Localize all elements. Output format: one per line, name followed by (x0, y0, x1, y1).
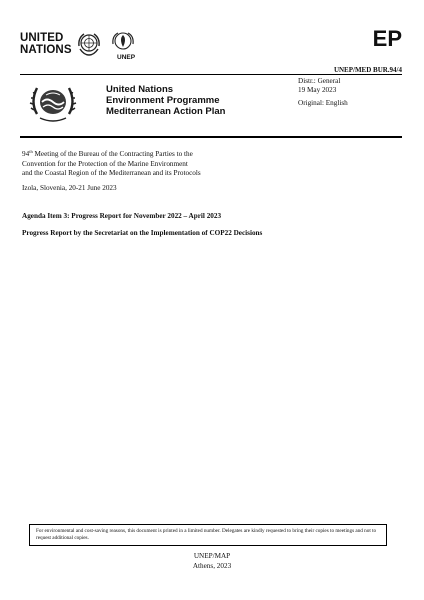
unep-logo-icon (110, 30, 136, 54)
meeting-venue: Izola, Slovenia, 20-21 June 2023 (22, 184, 117, 192)
document-symbol: UNEP/MED BUR.94/4 (333, 66, 402, 74)
org-line-1: United Nations (106, 84, 174, 95)
original-language: Original: English (298, 99, 348, 107)
meeting-ordinal-suffix: th (29, 149, 33, 154)
unep-caption: UNEP (117, 54, 136, 61)
meeting-line-2: Convention for the Protection of the Marine Environment (22, 159, 188, 168)
footer-publisher: UNEP/MAP (193, 552, 231, 560)
meeting-title (22, 147, 201, 179)
header-divider (20, 74, 402, 75)
masthead-divider (20, 136, 402, 138)
distribution-type: Distr.: General (298, 77, 341, 85)
org-line-3: Mediterranean Action Plan (106, 106, 226, 117)
meeting-line-1: Meeting of the Bureau of the Contracting Parties to the (32, 150, 193, 158)
document-date: 19 May 2023 (298, 86, 337, 94)
united-nations-wordmark-line2: NATIONS (20, 44, 72, 56)
report-title: Progress Report by the Secretariat on the Implementation of COP22 Decisions (22, 229, 263, 237)
meeting-line-3: and the Coastal Region of the Mediterranean and its Protocols (22, 169, 201, 178)
org-line-2: Environment Programme (106, 95, 220, 106)
printing-notice: For environmental and cost-saving reasons, this document is printed in a limited number. Delegates are kindly requested to bring their copies to meetings and not to request additional copies. (29, 524, 387, 546)
meeting-number: 94 (22, 150, 30, 158)
organization-name (106, 84, 225, 117)
footer (0, 552, 424, 571)
map-emblem-icon (26, 80, 80, 124)
language-code: EP (372, 26, 402, 51)
agenda-item: Agenda Item 3: Progress Report for November 2022 – April 2023 (22, 212, 222, 220)
un-emblem-icon (75, 30, 103, 58)
footer-place-year: Athens, 2023 (192, 561, 232, 570)
united-nations-wordmark-line1: UNITED (20, 32, 64, 44)
distribution-block (298, 77, 348, 108)
